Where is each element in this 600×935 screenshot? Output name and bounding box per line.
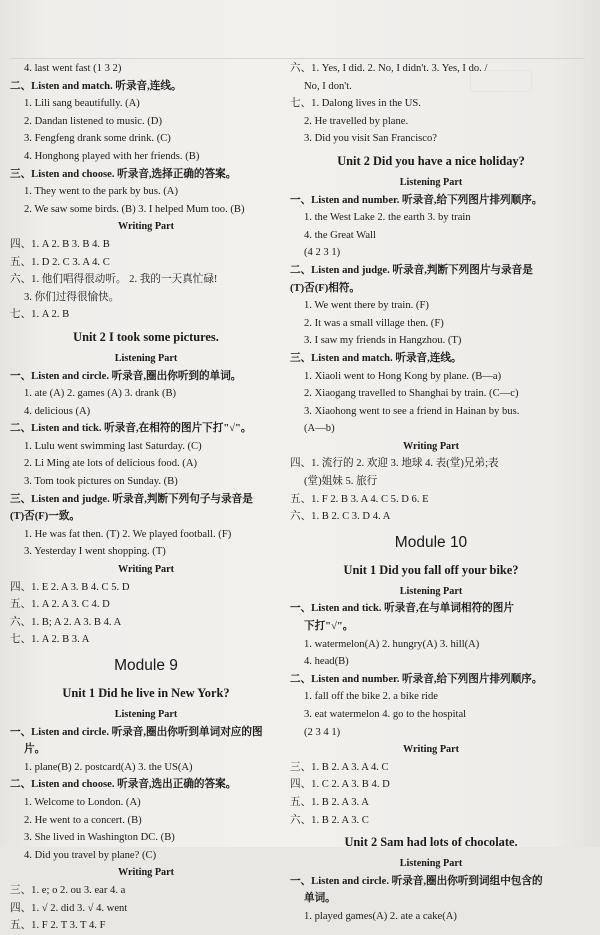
part-heading: Listening Part (114, 709, 178, 720)
answer-line: 1. plane(B) 2. postcard(A) 3. the US(A) (24, 761, 193, 773)
answer-line: 1. Lulu went swimming last Saturday. (C) (24, 440, 202, 452)
section-heading: 下打"√"。 (304, 621, 354, 633)
answer-line: 1. Lili sang beautifully. (A) (24, 98, 140, 110)
part-heading: Writing Part (117, 564, 175, 576)
module-title: Module 10 (394, 533, 468, 551)
answer-line: (4 2 3 1) (304, 247, 341, 259)
answer-line: 四、1. C 2. A 3. B 4. D (290, 779, 390, 791)
answer-line: 六、1. B 2. C 3. D 4. A (290, 511, 391, 523)
answer-line: 七、1. A 2. B (10, 309, 70, 321)
answer-line: 4. delicious (A) (24, 405, 91, 417)
section-heading: 二、Listen and judge. 听录音,判断下列图片与录音是 (290, 264, 533, 276)
unit-title: Unit 2 Did you have a nice holiday? (337, 153, 525, 168)
answer-line: 1. They went to the park by bus. (A) (24, 186, 178, 198)
answer-line: 3. She lived in Washington DC. (B) (24, 832, 175, 844)
answer-line: 五、1. F 2. T 3. T 4. F (10, 920, 106, 932)
section-heading: 二、Listen and choose. 听录音,选出正确的答案。 (10, 779, 237, 791)
section-heading: 一、Listen and circle. 听录音,圈出你听到单词对应的图 (10, 726, 263, 738)
answer-line: 2. He travelled by plane. (304, 115, 409, 127)
answer-line: 3. Did you visit San Francisco? (304, 133, 437, 145)
answer-line: 2. We saw some birds. (B) 3. I helped Mum too. (B) (24, 203, 245, 215)
answer-line: 3. 你们过得很愉快。 (24, 291, 120, 303)
section-heading: 一、Listen and tick. 听录音,在与单词相符的图片 (290, 603, 514, 615)
right-column (290, 60, 572, 926)
answer-line: 1. We went there by train. (F) (304, 300, 429, 312)
part-heading: Listening Part (399, 176, 463, 188)
answer-line: 3. Tom took pictures on Sunday. (B) (24, 476, 178, 488)
answer-line: 2. Xiaogang travelled to Shanghai by train. (C—c) (304, 388, 519, 400)
section-heading: 三、Listen and judge. 听录音,判断下列句子与录音是 (10, 493, 253, 505)
answer-line: 五、1. A 2. A 3. C 4. D (10, 599, 110, 611)
answer-line: 1. watermelon(A) 2. hungry(A) 3. hill(A) (304, 638, 480, 650)
answer-line: 六、1. B; A 2. A 3. B 4. A (10, 616, 122, 628)
answer-line: 1. ate (A) 2. games (A) 3. drank (B) (24, 388, 177, 400)
answer-line: 六、1. B 2. A 3. C (290, 814, 369, 826)
answer-line: 1. fall off the bike 2. a bike ride (304, 691, 438, 703)
section-heading: (T)否(F)一致。 (10, 511, 81, 523)
answer-line: 五、1. F 2. B 3. A 4. C 5. D 6. E (290, 493, 429, 505)
answer-line: 2. Dandan listened to music. (D) (24, 115, 162, 127)
unit-title: Unit 2 I took some pictures. (73, 329, 219, 344)
answer-line: 四、1. E 2. A 3. B 4. C 5. D (10, 581, 130, 593)
answer-line: 1. the West Lake 2. the earth 3. by train (304, 212, 471, 224)
part-heading: Listening Part (399, 858, 463, 870)
unit-title: Unit 1 Did you fall off your bike? (343, 562, 519, 577)
answer-line: 1. played games(A) 2. ate a cake(A) (304, 910, 457, 922)
part-heading: Writing Part (117, 221, 175, 233)
unit-title: Unit 1 Did he live in New York? (62, 686, 230, 700)
answer-line: 4. head(B) (304, 656, 349, 668)
answer-line: 3. eat watermelon 4. go to the hospital (304, 709, 467, 720)
part-heading: Writing Part (117, 867, 175, 879)
answer-line: 七、1. A 2. B 3. A (10, 634, 90, 646)
section-heading: 单词。 (304, 893, 336, 905)
answer-line: (堂)姐妹 5. 旅行 (304, 476, 378, 488)
section-heading: 一、Listen and number. 听录音,给下列图片排列顺序。 (290, 194, 543, 206)
answer-line: 1. Welcome to London. (A) (24, 796, 141, 808)
unit-title: Unit 2 Sam had lots of chocolate. (344, 835, 518, 850)
answer-line: 五、1. B 2. A 3. A (290, 796, 369, 808)
section-heading: 片。 (24, 744, 46, 756)
answer-line: (2 3 4 1) (304, 726, 341, 738)
answer-line: 六、1. 他们唱得很动听。 2. 我的一天真忙碌! (10, 274, 218, 286)
answer-line: 4. last went fast (1 3 2) (24, 63, 122, 74)
answer-line: 七、1. Dalong lives in the US. (290, 98, 421, 110)
section-heading: 二、Listen and tick. 听录音,在相符的图片下打"√"。 (10, 423, 252, 435)
answer-line: 四、1. A 2. B 3. B 4. B (10, 238, 110, 250)
section-heading: 二、Listen and match. 听录音,连线。 (10, 80, 182, 92)
answer-line: 4. Honghong played with her friends. (B) (24, 150, 200, 162)
answer-line: 六、1. Yes, I did. 2. No, I didn't. 3. Yes, I do. / (290, 63, 488, 74)
answer-line: 2. It was a small village then. (F) (304, 317, 444, 329)
answer-line: 2. Li Ming ate lots of delicious food. (A) (24, 458, 198, 470)
answer-line: No, I don't. (304, 80, 352, 92)
part-heading: Writing Part (402, 744, 460, 756)
answer-line: 五、1. D 2. C 3. A 4. C (10, 256, 110, 268)
part-heading: Listening Part (114, 352, 178, 364)
answer-line: 2. He went to a concert. (B) (24, 814, 142, 826)
top-divider (10, 58, 585, 59)
answer-line: 3. Xiaohong went to see a friend in Hainan by bus. (304, 405, 520, 417)
part-heading: Listening Part (399, 585, 463, 597)
answer-line: 三、1. B 2. A 3. A 4. C (290, 761, 389, 773)
answer-line: 四、1. √ 2. did 3. √ 4. went (10, 902, 128, 914)
module-title: Module 9 (114, 657, 178, 674)
section-heading: 三、Listen and match. 听录音,连线。 (290, 352, 462, 364)
section-heading: 一、Listen and circle. 听录音,圈出你听到词组中包含的 (290, 875, 543, 887)
left-column (10, 60, 282, 935)
answer-line: 1. He was fat then. (T) 2. We played football. (F) (24, 528, 232, 540)
answer-line: 4. Did you travel by plane? (C) (24, 849, 157, 861)
answer-line: 1. Xiaoli went to Hong Kong by plane. (B—a) (304, 370, 502, 382)
answer-line: 3. Fengfeng drank some drink. (C) (24, 133, 171, 145)
answer-line: 3. I saw my friends in Hangzhou. (T) (304, 335, 462, 347)
answer-line: 三、1. e; o 2. ou 3. ear 4. a (10, 884, 126, 896)
part-heading: Writing Part (402, 440, 460, 452)
section-heading: 一、Listen and circle. 听录音,圈出你听到的单词。 (10, 370, 242, 382)
section-heading: 三、Listen and choose. 听录音,选择正确的答案。 (10, 168, 237, 180)
answer-line: 4. the Great Wall (304, 229, 376, 241)
answer-line: (A—b) (304, 423, 335, 435)
section-heading: (T)否(F)相符。 (290, 282, 361, 294)
answer-line: 四、1. 流行的 2. 欢迎 3. 地球 4. 表(堂)兄弟;表 (290, 458, 499, 470)
answer-line: 3. Yesterday I went shopping. (T) (24, 546, 166, 558)
section-heading: 二、Listen and number. 听录音,给下列图片排列顺序。 (290, 673, 543, 685)
